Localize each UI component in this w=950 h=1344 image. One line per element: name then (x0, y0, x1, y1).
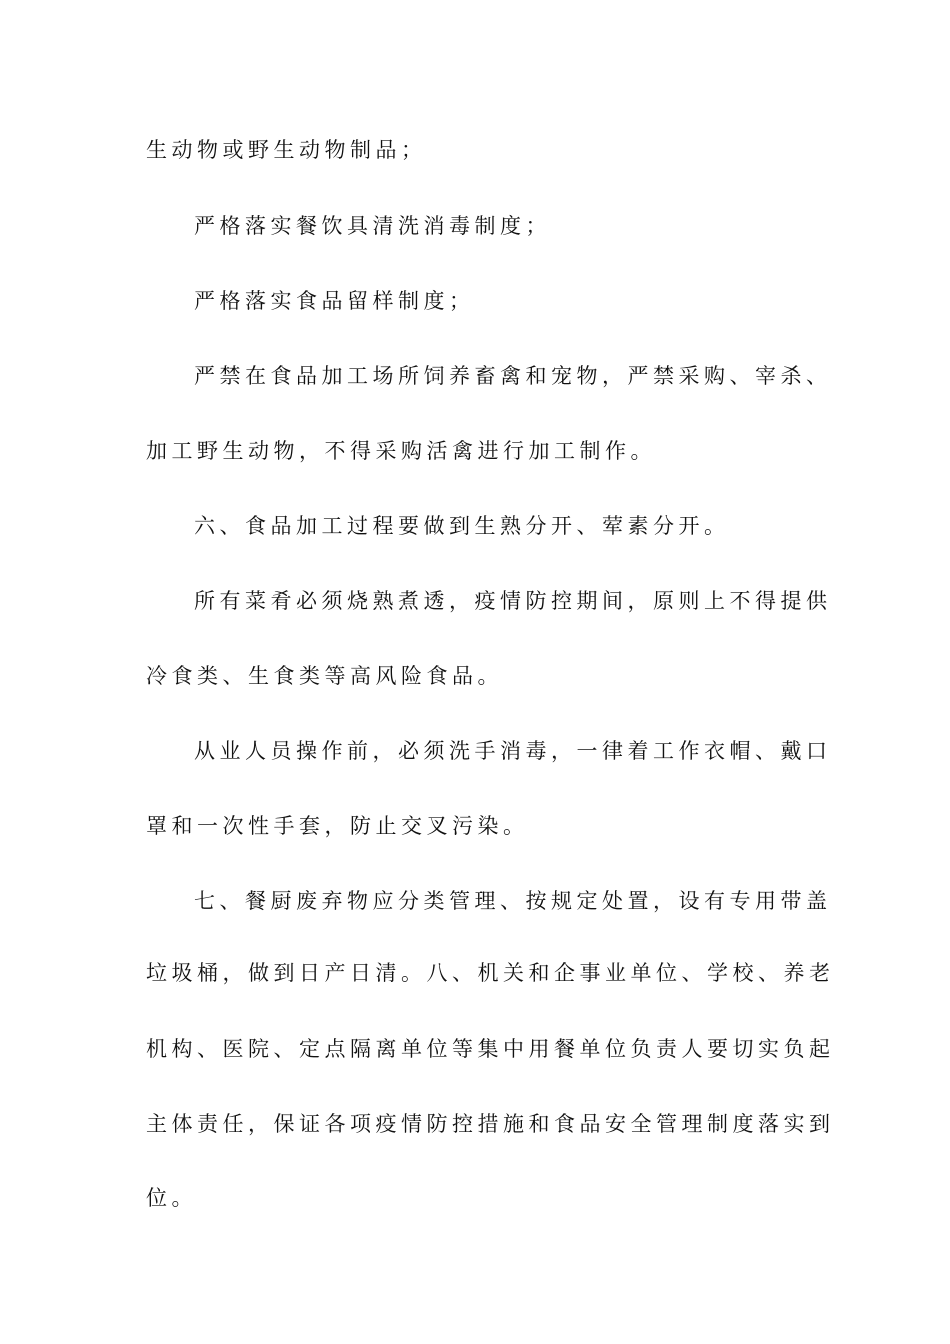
text-line: 严格落实餐饮具清洗消毒制度； (194, 214, 551, 238)
text-line: 垃圾桶，做到日产日清。八、机关和企事业单位、学校、养老 (146, 961, 835, 985)
text-line: 严格落实食品留样制度； (194, 289, 475, 313)
text-line: 主体责任，保证各项疫情防控措施和食品安全管理制度落实到 (146, 1112, 835, 1136)
text-line: 生动物或野生动物制品； (146, 138, 427, 162)
text-line: 位。 (146, 1186, 197, 1210)
text-line: 冷食类、生食类等高风险食品。 (146, 664, 503, 688)
text-line: 严禁在食品加工场所饲养畜禽和宠物，严禁采购、宰杀、 (194, 364, 832, 388)
text-line: 从业人员操作前，必须洗手消毒，一律着工作衣帽、戴口 (194, 739, 832, 763)
text-line: 所有菜肴必须烧熟煮透，疫情防控期间，原则上不得提供 (194, 589, 832, 613)
text-line: 六、食品加工过程要做到生熟分开、荤素分开。 (194, 514, 730, 538)
text-line: 机构、医院、定点隔离单位等集中用餐单位负责人要切实负起 (146, 1037, 835, 1061)
text-line: 七、餐厨废弃物应分类管理、按规定处置，设有专用带盖 (194, 889, 832, 913)
text-line: 加工野生动物，不得采购活禽进行加工制作。 (146, 439, 656, 463)
text-line: 罩和一次性手套，防止交叉污染。 (146, 814, 529, 838)
